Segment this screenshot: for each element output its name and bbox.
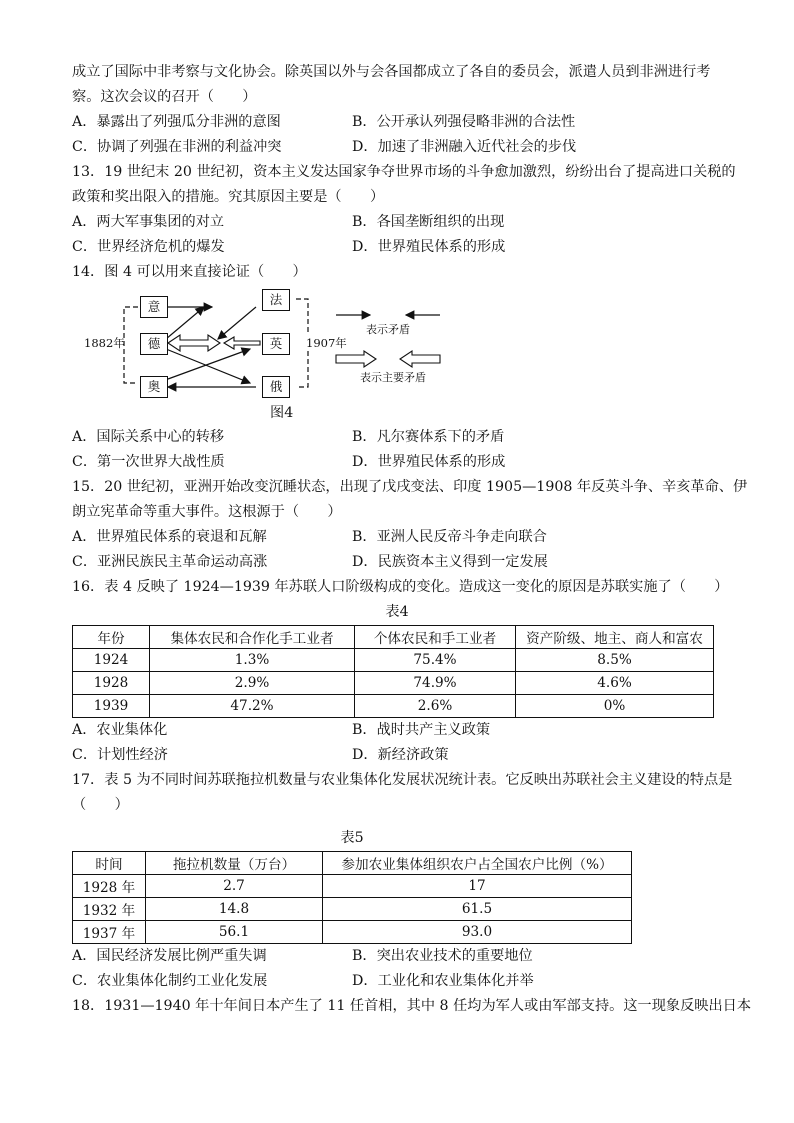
table-header: 年份 — [73, 626, 150, 649]
table-cell: 2.7 — [146, 875, 323, 898]
option-d[interactable]: D．世界殖民体系的形成 — [352, 454, 506, 470]
legend-conflict: 表示矛盾 — [366, 323, 410, 336]
table-cell: 1932 年 — [73, 898, 146, 921]
option-c[interactable]: C．第一次世界大战性质 — [72, 454, 225, 470]
year-1907: 1907年 — [306, 336, 347, 350]
table-cell: 1928 年 — [73, 875, 146, 898]
table-header: 资产阶级、地主、商人和富农 — [516, 626, 714, 649]
figure-caption: 图4 — [270, 405, 294, 421]
option-d[interactable]: D．工业化和农业集体化并举 — [352, 973, 534, 989]
intro-options — [72, 110, 722, 160]
country-britain: 英 — [262, 333, 290, 355]
table-row — [73, 921, 632, 944]
q15-options — [72, 525, 722, 575]
option-c[interactable]: C．世界经济危机的爆发 — [72, 239, 225, 255]
table-row — [73, 649, 714, 672]
table-cell: 56.1 — [146, 921, 323, 944]
option-a[interactable]: A．国民经济发展比例严重失调 — [72, 948, 267, 964]
option-b[interactable]: B．凡尔赛体系下的矛盾 — [352, 429, 505, 445]
table-row — [73, 898, 632, 921]
table-header: 拖拉机数量（万台） — [146, 852, 323, 875]
option-b[interactable]: B．突出农业技术的重要地位 — [352, 948, 533, 964]
table-header: 集体农民和合作化手工业者 — [150, 626, 355, 649]
option-b[interactable]: B．公开承认列强侵略非洲的合法性 — [352, 114, 576, 130]
table-header: 时间 — [73, 852, 146, 875]
intro-line-1: 成立了国际中非考察与文化协会。除英国以外与会各国都成立了各自的委员会，派遣人员到非洲进行考 — [72, 64, 711, 80]
table-header-row — [73, 852, 632, 875]
q17-line-2: （ ） — [72, 797, 129, 813]
country-france: 法 — [262, 289, 290, 311]
table-cell: 1939 — [73, 695, 150, 718]
table-header: 个体农民和手工业者 — [355, 626, 516, 649]
table-5-caption: 表5 — [340, 830, 364, 846]
option-c[interactable]: C．农业集体化制约工业化发展 — [72, 973, 268, 989]
q17-options — [72, 944, 722, 994]
table-cell: 8.5% — [516, 649, 714, 672]
option-d[interactable]: D．世界殖民体系的形成 — [352, 239, 506, 255]
table-cell: 1937 年 — [73, 921, 146, 944]
q15-line-1: 15．20 世纪初，亚洲开始改变沉睡状态，出现了戊戌变法、印度 1905—1908 年反英斗争、辛亥革命、伊 — [72, 479, 748, 495]
table-cell: 75.4% — [355, 649, 516, 672]
table-cell: 17 — [323, 875, 632, 898]
table-row — [73, 672, 714, 695]
year-1882: 1882年 — [84, 336, 125, 350]
table-cell: 61.5 — [323, 898, 632, 921]
q13-line-2: 政策和奖出限入的措施。究其原因主要是（ ） — [72, 189, 385, 205]
country-germany: 德 — [140, 333, 168, 355]
table-row — [73, 695, 714, 718]
table-header: 参加农业集体组织农户占全国农户比例（%） — [323, 852, 632, 875]
option-b[interactable]: B．亚洲人民反帝斗争走向联合 — [352, 529, 547, 545]
q18-line-1: 18．1931—1940 年十年间日本产生了 11 任首相，其中 8 任均为军人或由军部支持。这一现象反映出日本 — [72, 998, 752, 1014]
option-a[interactable]: A．农业集体化 — [72, 722, 168, 738]
option-a[interactable]: A．世界殖民体系的衰退和瓦解 — [72, 529, 267, 545]
option-d[interactable]: D．新经济政策 — [352, 747, 449, 763]
option-c[interactable]: C．计划性经济 — [72, 747, 168, 763]
option-c[interactable]: C．亚洲民族民主革命运动高涨 — [72, 554, 268, 570]
country-italy: 意 — [140, 296, 168, 318]
option-a[interactable]: A．暴露出了列强瓜分非洲的意图 — [72, 114, 281, 130]
table-cell: 1924 — [73, 649, 150, 672]
exam-page — [72, 60, 752, 1019]
q15-line-2: 朗立宪革命等重大事件。这根源于（ ） — [72, 504, 342, 520]
q14-stem: 14．图 4 可以用来直接论证（ ） — [72, 264, 307, 280]
country-russia: 俄 — [262, 376, 290, 398]
table-cell: 1928 — [73, 672, 150, 695]
table-cell: 0% — [516, 695, 714, 718]
option-c[interactable]: C．协调了列强在非洲的利益冲突 — [72, 139, 282, 155]
option-d[interactable]: D．加速了非洲融入近代社会的步伐 — [352, 139, 577, 155]
option-d[interactable]: D．民族资本主义得到一定发展 — [352, 554, 548, 570]
option-a[interactable]: A．两大军事集团的对立 — [72, 214, 225, 230]
q13-options — [72, 210, 722, 260]
option-b[interactable]: B．战时共产主义政策 — [352, 722, 491, 738]
intro-line-2: 察。这次会议的召开（ ） — [72, 89, 257, 105]
table-cell: 2.9% — [150, 672, 355, 695]
table-cell: 93.0 — [323, 921, 632, 944]
q17-line-1: 17．表 5 为不同时间苏联拖拉机数量与农业集体化发展状况统计表。它反映出苏联社会主义建设的特点是 — [72, 772, 733, 788]
legend-main-conflict: 表示主要矛盾 — [360, 371, 426, 384]
table-header-row — [73, 626, 714, 649]
table-cell: 74.9% — [355, 672, 516, 695]
table-4-caption: 表4 — [385, 604, 409, 620]
q16-options — [72, 718, 722, 768]
table-cell: 47.2% — [150, 695, 355, 718]
country-austria: 奥 — [140, 376, 168, 398]
table-cell: 14.8 — [146, 898, 323, 921]
option-a[interactable]: A．国际关系中心的转移 — [72, 429, 225, 445]
figure-4-diagram — [84, 289, 464, 401]
table-row — [73, 875, 632, 898]
table-4 — [72, 625, 714, 718]
option-b[interactable]: B．各国垄断组织的出现 — [352, 214, 505, 230]
table-cell: 2.6% — [355, 695, 516, 718]
q16-stem: 16．表 4 反映了 1924—1939 年苏联人口阶级构成的变化。造成这一变化的原因是苏联实施了（ ） — [72, 579, 729, 595]
table-cell: 4.6% — [516, 672, 714, 695]
q14-options — [72, 425, 722, 475]
table-5 — [72, 851, 632, 944]
q13-line-1: 13．19 世纪末 20 世纪初，资本主义发达国家争夺世界市场的斗争愈加激烈，纷纷出台了提高进口关税的 — [72, 164, 736, 180]
table-cell: 1.3% — [150, 649, 355, 672]
